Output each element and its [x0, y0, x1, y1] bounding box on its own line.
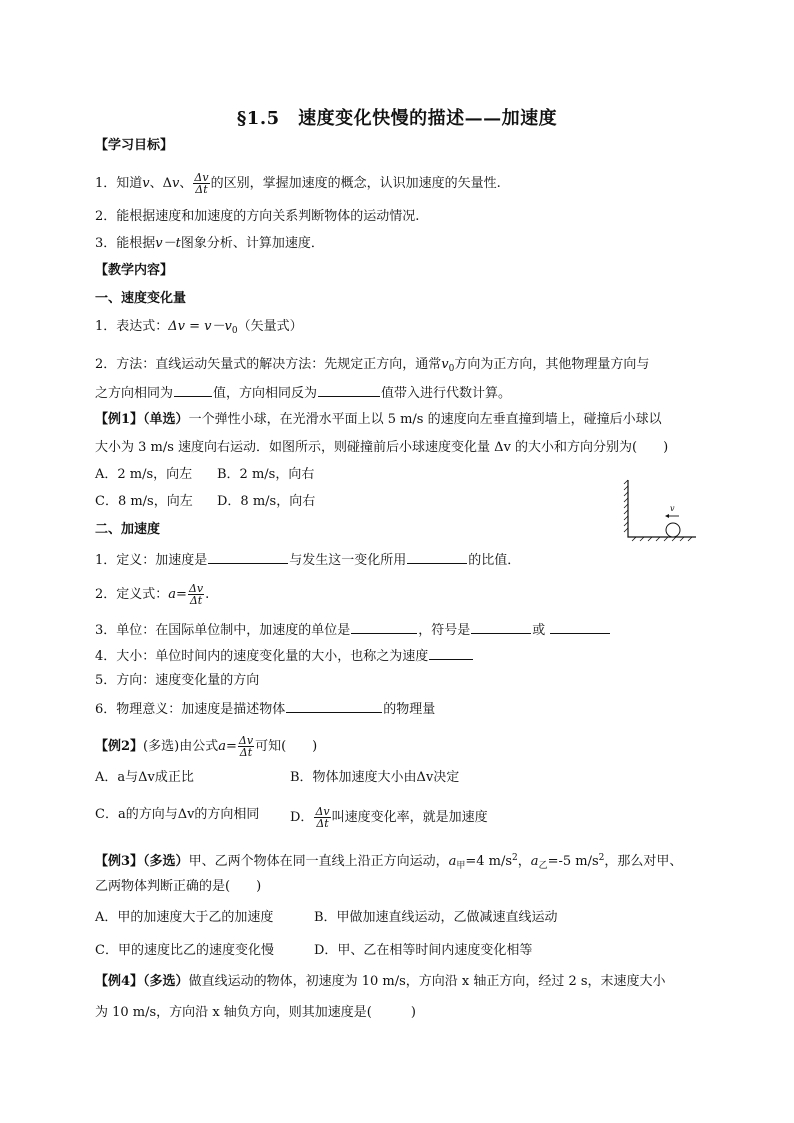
example-3-a2: a	[530, 854, 539, 869]
objective-1-sep2: 、	[179, 176, 193, 191]
example-3-a1-value: =4 m/s	[465, 854, 513, 869]
blank-meaning[interactable]	[286, 699, 382, 713]
objectives-header: 【学习目标】	[95, 138, 174, 153]
part2-magnitude	[95, 646, 474, 666]
fraction-denominator: Δt	[189, 594, 203, 607]
wall-ball-figure	[618, 476, 698, 546]
part2-unit-text-a: 3．单位：在国际单位制中，加速度的单位是	[95, 623, 351, 638]
part2-definition-text-b: 与发生这一变化所用	[289, 553, 407, 568]
example-3-option-a[interactable]: A．甲的加速度大于乙的加速度	[95, 910, 274, 925]
example-2-text-a: 由公式	[179, 739, 219, 754]
example-3-text-a: 甲、乙两个物体在同一直线上沿正方向运动，	[188, 854, 449, 869]
objective-1-fraction	[193, 172, 209, 195]
blank-positive-value[interactable]	[174, 383, 212, 397]
example-1-text-1: 一个弹性小球，在光滑水平面上以 5 m/s 的速度向左垂直撞到墙上，碰撞后小球以	[188, 412, 662, 427]
example-4-line-1	[95, 973, 666, 991]
example-2-option-a[interactable]: A．a与Δv成正比	[95, 770, 194, 785]
example-1-option-b[interactable]: B．2 m/s，向右	[217, 467, 315, 482]
fraction-denominator: Δt	[316, 817, 329, 830]
example-1-option-c[interactable]: C．8 m/s，向左	[95, 494, 193, 509]
example-3-a1: a	[448, 854, 457, 869]
part1-line-2-v: v	[441, 357, 449, 372]
part2-unit	[95, 620, 611, 640]
wall-hatching	[624, 480, 692, 541]
page-title: §1.5 速度变化快慢的描述——加速度	[236, 108, 558, 129]
example-4-line-2: 为 10 m/s，方向沿 x 轴负方向，则其加速度是( )	[95, 1005, 416, 1020]
example-1-type: （单选）	[143, 412, 189, 427]
example-2-eq: =	[225, 739, 237, 754]
part2-unit-text-b: ，符号是	[418, 623, 471, 638]
fraction-numerator: Δv	[238, 734, 254, 747]
part1-line-1-text-b: （矢量式）	[237, 319, 303, 334]
example-2-fraction	[238, 735, 254, 758]
example-1-line-1	[95, 411, 662, 429]
part1-line-2-text-a: 2．方法：直线运动矢量式的解决方法：先规定正方向，通常	[95, 357, 442, 372]
part2-unit-text-c: 或	[532, 623, 546, 638]
fraction-numerator: Δv	[188, 582, 204, 595]
objective-1-dv: v	[172, 176, 180, 191]
example-2-a: a	[218, 739, 226, 754]
blank-definition-2[interactable]	[407, 550, 467, 564]
fraction-numerator: Δv	[315, 805, 330, 818]
part1-formula: Δv = v－v	[168, 319, 232, 334]
example-2-option-d-text: 叫速度变化率，就是加速度	[331, 810, 488, 825]
example-1-tag: 【例1】	[95, 412, 144, 427]
example-3-a2-value: =-5 m/s	[547, 854, 599, 869]
part1-line-2-text-b: 方向为正方向，其他物理量方向与	[454, 357, 650, 372]
part2-definition-text-a: 1．定义：加速度是	[95, 553, 208, 568]
fraction-numerator: Δv	[194, 171, 209, 184]
part1-line-3	[95, 383, 511, 403]
part1-line-1	[95, 318, 303, 340]
part1-line-2-subscript: 0	[448, 364, 455, 374]
example-3-line-2: 乙两物体判断正确的是( )	[95, 879, 262, 894]
part2-formula-a: a	[168, 587, 177, 602]
example-3-line-1	[95, 849, 682, 875]
example-3-type: （多选）	[143, 854, 189, 869]
content-header: 【教学内容】	[95, 263, 174, 278]
part2-meaning	[95, 699, 435, 719]
blank-symbol-1[interactable]	[471, 620, 531, 634]
part1-heading: 一、速度变化量	[95, 291, 187, 306]
example-1-option-a[interactable]: A．2 m/s，向左	[95, 467, 193, 482]
example-4-type: （多选）	[143, 974, 189, 989]
part2-formula-eq: =	[176, 587, 187, 602]
example-2-type: (多选)	[143, 739, 180, 754]
example-1-option-d[interactable]: D．8 m/s，向右	[217, 494, 316, 509]
objective-3	[95, 235, 324, 253]
part2-definition	[95, 550, 520, 570]
example-3-option-c[interactable]: C．甲的速度比乙的速度变化慢	[95, 943, 274, 958]
example-3-a1-subscript: 甲	[456, 861, 466, 871]
fraction-denominator: Δt	[195, 183, 208, 196]
example-3-a2-subscript: 乙	[538, 861, 548, 871]
part1-line-3-text-c: 值带入进行代数计算。	[381, 386, 512, 401]
part2-definition-text-c: 的比值．	[468, 553, 521, 568]
part2-formula-label: 2．定义式：	[95, 587, 169, 602]
example-3-option-d[interactable]: D．甲、乙在相等时间内速度变化相等	[314, 943, 533, 958]
example-3-a1-squared: 2	[512, 853, 518, 863]
velocity-label: v	[670, 504, 675, 513]
example-2-stem	[95, 735, 317, 758]
example-2-tag: 【例2】	[95, 739, 144, 754]
part2-formula	[95, 583, 209, 606]
example-2-option-b[interactable]: B．物体加速度大小由Δv决定	[290, 770, 460, 785]
ball	[666, 523, 680, 537]
objective-3-text-a: 3．能根据	[95, 236, 156, 251]
objective-1-text-a: 1．知道	[95, 176, 143, 191]
example-2-option-d[interactable]	[290, 806, 488, 829]
blank-magnitude[interactable]	[429, 646, 473, 660]
example-3-option-b[interactable]: B．甲做加速直线运动，乙做减速直线运动	[314, 910, 558, 925]
example-2-option-c[interactable]: C．a的方向与Δv的方向相同	[95, 807, 260, 822]
example-4-text-1: 做直线运动的物体，初速度为 10 m/s，方向沿 x 轴正方向，经过 2 s，末速度大小	[188, 974, 666, 989]
example-1-line-2: 大小为 3 m/s 速度向右运动．如图所示，则碰撞前后小球速度变化量 Δv 的大小和方向分别为( )	[95, 440, 669, 455]
part2-formula-fraction	[188, 583, 204, 606]
example-4-tag: 【例4】	[95, 974, 144, 989]
velocity-arrow-head	[665, 514, 669, 518]
example-2-text-b: 可知( )	[255, 739, 318, 754]
part1-line-1-text-a: 1．表达式：	[95, 319, 169, 334]
part1-line-3-text-a: 之方向相同为	[95, 386, 174, 401]
part2-direction: 5．方向：速度变化量的方向	[95, 673, 260, 688]
example-2-option-d-label: D．	[290, 810, 314, 825]
objective-1-v: v	[142, 176, 150, 191]
part2-formula-end: .	[205, 587, 210, 602]
example-3-tag: 【例3】	[95, 854, 144, 869]
example-3-sep: ，	[517, 854, 531, 869]
part2-meaning-text-a: 6．物理意义：加速度是描述物体	[95, 702, 286, 717]
objective-2: 2．能根据速度和加速度的方向关系判断物体的运动情况.	[95, 209, 420, 224]
fraction-denominator: Δt	[239, 746, 253, 759]
part1-formula-subscript: 0	[231, 326, 238, 336]
part2-heading: 二、加速度	[95, 522, 161, 537]
example-3-a2-squared: 2	[598, 853, 605, 863]
objective-1	[95, 172, 501, 195]
part1-line-2	[95, 356, 649, 378]
part2-magnitude-text: 4．大小：单位时间内的速度变化量的大小，也称之为速度	[95, 649, 429, 664]
part1-line-3-text-b: 值，方向相同反为	[213, 386, 318, 401]
wall-and-floor	[628, 480, 696, 537]
objective-3-text-b: 图象分析、计算加速度．	[180, 236, 324, 251]
blank-symbol-2[interactable]	[550, 620, 610, 634]
blank-unit[interactable]	[351, 620, 417, 634]
blank-definition-1[interactable]	[208, 550, 288, 564]
objective-3-vt: v－t	[155, 236, 181, 251]
example-3-text-b: ，那么对甲、	[604, 854, 683, 869]
blank-negative-value[interactable]	[318, 383, 380, 397]
part2-meaning-text-b: 的物理量	[383, 702, 436, 717]
objective-1-sep1: 、Δ	[149, 176, 173, 191]
example-2-option-d-fraction	[314, 806, 330, 829]
objective-1-text-b: 的区别，掌握加速度的概念，认识加速度的矢量性.	[210, 176, 501, 191]
